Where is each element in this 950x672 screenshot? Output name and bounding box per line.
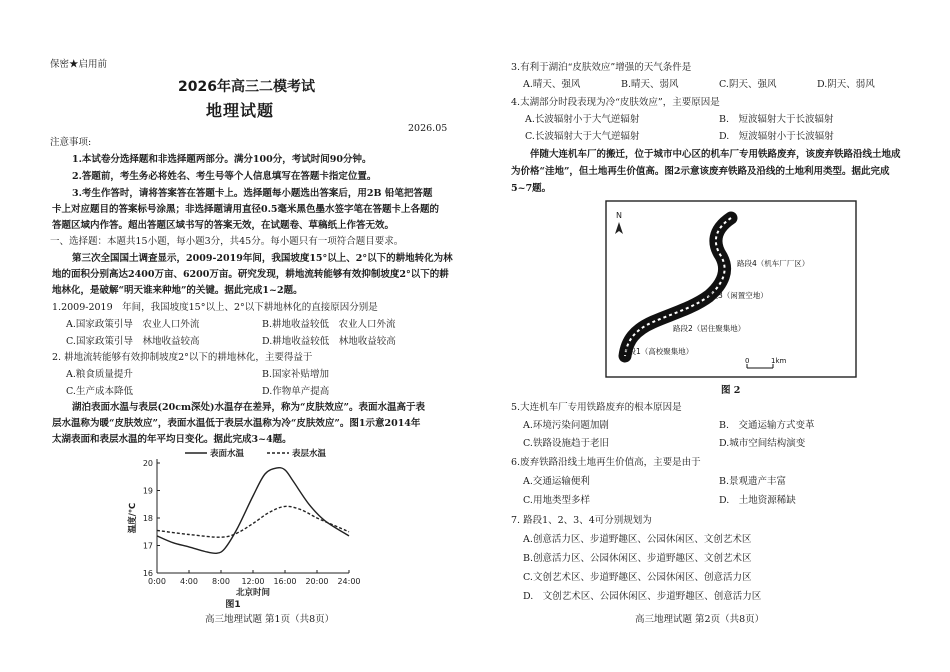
q1-option-b[interactable]: B.耕地收益较低 农业人口外流 xyxy=(262,319,396,330)
q5-option-d[interactable]: D.城市空间结构演变 xyxy=(719,438,806,449)
segment-1-label: 路段1（高校聚集地） xyxy=(621,347,694,356)
scale-zero: 0 xyxy=(745,357,750,365)
passage-line: 太湖表面和表层水温的年平均日变化。据此完成3~4题。 xyxy=(52,434,292,445)
question-6: 6.废弃铁路沿线土地再生价值高，主要是由于 xyxy=(511,457,701,468)
question-2: 2. 耕地流转能够有效抑制坡度2°以下的耕地林化，主要得益于 xyxy=(52,352,313,363)
scale-km: 1km xyxy=(771,357,787,365)
q4-option-d[interactable]: D. 短波辐射小于长波辐射 xyxy=(719,131,834,142)
y-tick-label: 18 xyxy=(142,514,153,523)
question-1: 1.2009-2019 年间，我国坡度15°以上、2°以下耕地林化的直接原因分别是 xyxy=(52,302,378,313)
notice-line: 3.考生作答时，请将答案答在答题卡上。选择题每小题选出答案后，用2B 铅笔把答题 xyxy=(72,188,433,199)
q6-option-b[interactable]: B.景观遗产丰富 xyxy=(719,476,787,487)
q4-option-b[interactable]: B. 短波辐射大于长波辐射 xyxy=(719,114,834,125)
q2-option-c[interactable]: C.生产成本降低 xyxy=(66,386,133,397)
q7-option-c[interactable]: C.文创艺术区、步道野趣区、公园休闲区、创意活力区 xyxy=(523,572,752,583)
x-tick-label: 0:00 xyxy=(148,577,166,586)
figure-2-caption: 图 2 xyxy=(721,385,741,396)
q2-option-a[interactable]: A.粮食质量提升 xyxy=(66,369,133,380)
segment-4-label: 路段4（机车厂厂区） xyxy=(737,259,810,268)
q4-option-c[interactable]: C.长波辐射大于大气逆辐射 xyxy=(525,131,640,142)
x-tick-label: 20:00 xyxy=(305,577,329,586)
series-line-2 xyxy=(157,506,349,537)
x-tick-label: 8:00 xyxy=(212,577,230,586)
notice-heading: 注意事项: xyxy=(50,137,92,148)
water-temperature-chart xyxy=(125,443,375,608)
legend-label-1: 表面水温 xyxy=(210,449,245,459)
page-footer: 高三地理试题 第2页（共8页） xyxy=(635,614,765,625)
q5-option-b[interactable]: B. 交通运输方式变革 xyxy=(719,420,815,431)
q4-option-a[interactable]: A.长波辐射小于大气逆辐射 xyxy=(525,114,640,125)
q7-option-d[interactable]: D. 文创艺术区、公园休闲区、步道野趣区、创意活力区 xyxy=(523,591,762,602)
passage-line: 地的面积分别高达2400万亩、6200万亩。研究发现，耕地流转能够有效抑制坡度2°以下的耕 xyxy=(52,269,449,280)
q1-option-d[interactable]: D.耕地收益较低 林地收益较高 xyxy=(262,336,396,347)
legend-label-2: 表层水温 xyxy=(292,449,327,459)
q1-option-a[interactable]: A.国家政策引导 农业人口外流 xyxy=(66,319,200,330)
q2-option-d[interactable]: D.作物单产提高 xyxy=(262,386,330,397)
y-tick-label: 17 xyxy=(142,541,153,551)
y-tick-label: 16 xyxy=(142,569,153,578)
q3-option-c[interactable]: C.阴天、强风 xyxy=(719,79,777,90)
q6-option-c[interactable]: C.用地类型多样 xyxy=(523,495,590,506)
notice-line: 1.本试卷分选择题和非选择题两部分。满分100分，考试时间90分钟。 xyxy=(72,154,372,165)
y-tick-label: 20 xyxy=(142,459,153,468)
question-7: 7. 路段1、2、3、4可分别规划为 xyxy=(511,515,652,526)
passage-line: 湖泊表面水温与表层(20cm深处)水温存在差异，称为“皮肤效应”。表面水温高于表 xyxy=(72,402,425,413)
passage-line: 5~7题。 xyxy=(511,183,552,194)
notice-line: 卡上对应题目的答案标号涂黑；非选择题请用直径0.5毫米黑色墨水签字笔在答题卡上各题的 xyxy=(52,204,440,215)
exam-title: 2026年高三二模考试 xyxy=(178,79,315,95)
x-tick-label: 16:00 xyxy=(273,577,297,586)
right-page xyxy=(475,0,950,672)
figure-1-caption: 图1 xyxy=(225,600,241,608)
passage-line: 为价格“洼地”，但土地再生价值高。图2示意该废弃铁路及沿线的土地利用类型。据此完成 xyxy=(511,166,890,177)
q1-option-c[interactable]: C.国家政策引导 林地收益较高 xyxy=(66,336,200,347)
notice-line: 答题区域内作答。超出答题区域书写的答案无效，在试题卷、草稿纸上作答无效。 xyxy=(52,220,395,231)
segment-2-label: 路段2（居住聚集地） xyxy=(673,324,746,333)
q7-option-a[interactable]: A.创意活力区、步道野趣区、公园休闲区、文创艺术区 xyxy=(523,534,752,545)
y-tick-label: 19 xyxy=(142,486,153,496)
secrecy-label: 保密★启用前 xyxy=(50,59,108,70)
section-heading: 一、选择题：本题共15小题，每小题3分，共45分。每小题只有一项符合题目要求。 xyxy=(50,236,404,247)
passage-line: 伴随大连机车厂的搬迁，位于城市中心区的机车厂专用铁路废弃，该废弃铁路沿线土地成 xyxy=(530,149,901,160)
q5-option-c[interactable]: C.铁路设施趋于老旧 xyxy=(523,438,609,449)
passage-line: 层水温称为暖“皮肤效应”，表面水温低于表层水温称为冷“皮肤效应”。图1示意2014年 xyxy=(52,418,421,429)
question-3: 3.有利于湖泊“皮肤效应”增强的天气条件是 xyxy=(511,62,692,73)
q7-option-b[interactable]: B.创意活力区、公园休闲区、步道野趣区、文创艺术区 xyxy=(523,553,752,564)
x-tick-label: 24:00 xyxy=(337,577,361,586)
segment-3-label: 路段3（闲置空地） xyxy=(703,291,768,300)
question-4: 4.太湖部分时段表现为冷“皮肤效应”，主要原因是 xyxy=(511,97,720,108)
q3-option-d[interactable]: D.阴天、弱风 xyxy=(817,79,875,90)
page-footer: 高三地理试题 第1页（共8页） xyxy=(205,614,335,625)
notice-line: 2.答题前，考生务必将姓名、考生号等个人信息填写在答题卡指定位置。 xyxy=(72,171,377,182)
north-label: N xyxy=(616,211,622,220)
q5-option-a[interactable]: A.环境污染问题加剧 xyxy=(523,420,609,431)
passage-line: 地林化，是破解“明天谁来种地”的关键。据此完成1~2题。 xyxy=(52,285,303,296)
series-line-1 xyxy=(157,468,349,554)
question-5: 5.大连机车厂专用铁路废弃的根本原因是 xyxy=(511,402,682,413)
q6-option-d[interactable]: D. 土地资源稀缺 xyxy=(719,495,796,506)
q2-option-b[interactable]: B.国家补贴增加 xyxy=(262,369,330,380)
passage-line: 第三次全国国土调查显示，2009-2019年间，我国坡度15°以上、2°以下的耕地转化为林 xyxy=(72,253,453,264)
q6-option-a[interactable]: A.交通运输便利 xyxy=(523,476,590,487)
x-tick-label: 4:00 xyxy=(180,577,198,586)
subject-title: 地理试题 xyxy=(206,101,275,120)
x-tick-label: 12:00 xyxy=(241,577,265,586)
exam-date: 2026.05 xyxy=(408,123,448,134)
y-axis-label: 温度/℃ xyxy=(128,502,138,534)
q3-option-a[interactable]: A.晴天、强风 xyxy=(523,79,581,90)
x-axis-label: 北京时间 xyxy=(235,588,271,598)
railway-map xyxy=(605,200,857,378)
q3-option-b[interactable]: B.晴天、弱风 xyxy=(621,79,679,90)
